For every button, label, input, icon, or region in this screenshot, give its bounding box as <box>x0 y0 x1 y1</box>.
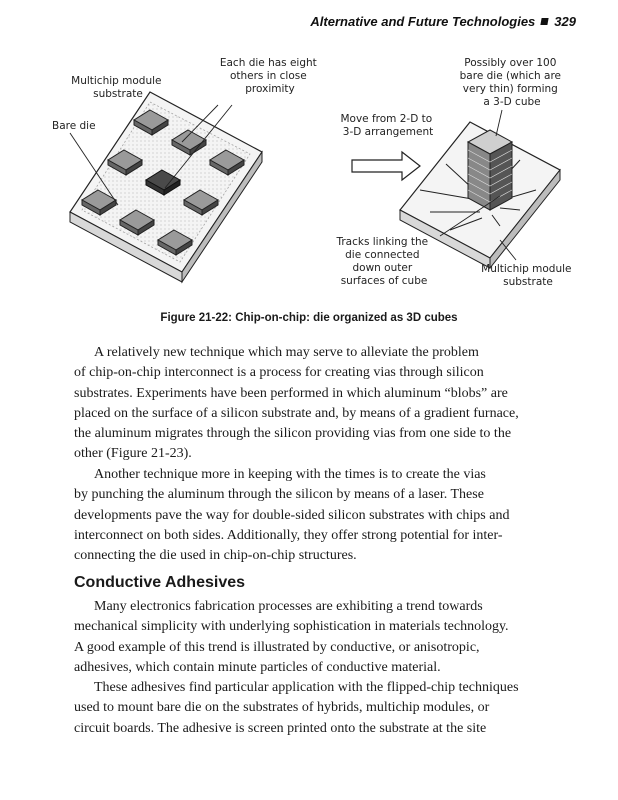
label-line: Move from 2-D to <box>340 113 433 125</box>
text-line: circuit boards. The adhesive is screen printed onto the substrate at the site <box>74 720 487 736</box>
text-line: These adhesives find particular application with the flipped-chip techniques <box>94 680 519 695</box>
text-line: used to mount bare die on the substrates of hybrids, multichip modules, or <box>74 700 490 716</box>
label-each-die <box>220 57 320 95</box>
label-line: surfaces of cube <box>340 275 428 287</box>
paragraph <box>74 343 556 465</box>
text-line: Another technique more in keeping with the times is to create the vias <box>94 467 486 482</box>
text-line: connecting the die used in chip-on-chip structures. <box>74 548 357 564</box>
label-move <box>340 113 435 138</box>
text-line: the aluminum migrates through the silicon providing vias from one side to the <box>74 426 512 442</box>
label-line: Multichip module <box>71 75 162 87</box>
text-line: A good example of this trend is illustrated by conductive, or anisotropic, <box>74 639 480 655</box>
label-multichip-right <box>481 263 575 288</box>
label-line: substrate <box>503 276 553 288</box>
label-line: Each die has eight <box>219 57 317 69</box>
running-header <box>310 14 576 29</box>
text-line: placed on the surface of a silicon substrate and, by means of a gradient furnace, <box>74 405 519 421</box>
text-line: of chip-on-chip interconnect is a process for creating vias through silicon <box>74 365 484 381</box>
label-line: Possibly over 100 <box>464 57 557 69</box>
paragraph <box>74 597 556 678</box>
running-title: Alternative and Future Technologies <box>310 14 536 29</box>
figure-caption: Figure 21-22: Chip-on-chip: die organized as 3D cubes <box>160 312 458 324</box>
text-line: by punching the aluminum through the silicon by means of a laser. These <box>74 487 484 503</box>
label-line: Multichip module <box>481 263 572 275</box>
label-line: very thin) forming <box>462 83 558 95</box>
square-bullet-icon <box>541 18 549 25</box>
label-line: Tracks linking the <box>336 236 429 248</box>
text-line: substrates. Experiments have been performed in which aluminum “blobs” are <box>74 385 508 401</box>
transform-arrow-icon <box>352 152 420 180</box>
text-line: Many electronics fabrication processes are exhibiting a trend towards <box>94 599 483 614</box>
label-line: die connected <box>345 249 420 261</box>
page-number: 329 <box>554 14 576 29</box>
text-line: mechanical simplicity with underlying sophistication in materials technology. <box>74 619 509 635</box>
text-line: interconnect on both sides. Additionally, they offer strong potential for inter- <box>74 527 503 543</box>
label-possibly <box>460 57 565 108</box>
label-bare-die: Bare die <box>52 120 96 132</box>
label-line: others in close <box>229 70 307 82</box>
label-line: a 3-D cube <box>483 96 541 108</box>
label-line: 3-D arrangement <box>342 126 434 138</box>
label-line: substrate <box>93 88 143 100</box>
section-heading: Conductive Adhesives <box>74 574 246 591</box>
label-line: down outer <box>352 262 413 274</box>
figure-21-22 <box>0 40 618 310</box>
paragraph <box>74 678 556 739</box>
label-tracks <box>335 236 431 287</box>
text-line: developments pave the way for double-sided silicon substrates with chips and <box>74 507 510 523</box>
text-line: other (Figure 21-23). <box>74 446 192 462</box>
paragraph <box>74 465 556 566</box>
text-line: adhesives, which contain minute particles of conductive material. <box>74 659 441 675</box>
label-line: proximity <box>245 83 295 95</box>
text-line: A relatively new technique which may serve to alleviate the problem <box>94 345 479 360</box>
3d-cube <box>468 130 512 210</box>
label-line: bare die (which are <box>459 70 562 82</box>
